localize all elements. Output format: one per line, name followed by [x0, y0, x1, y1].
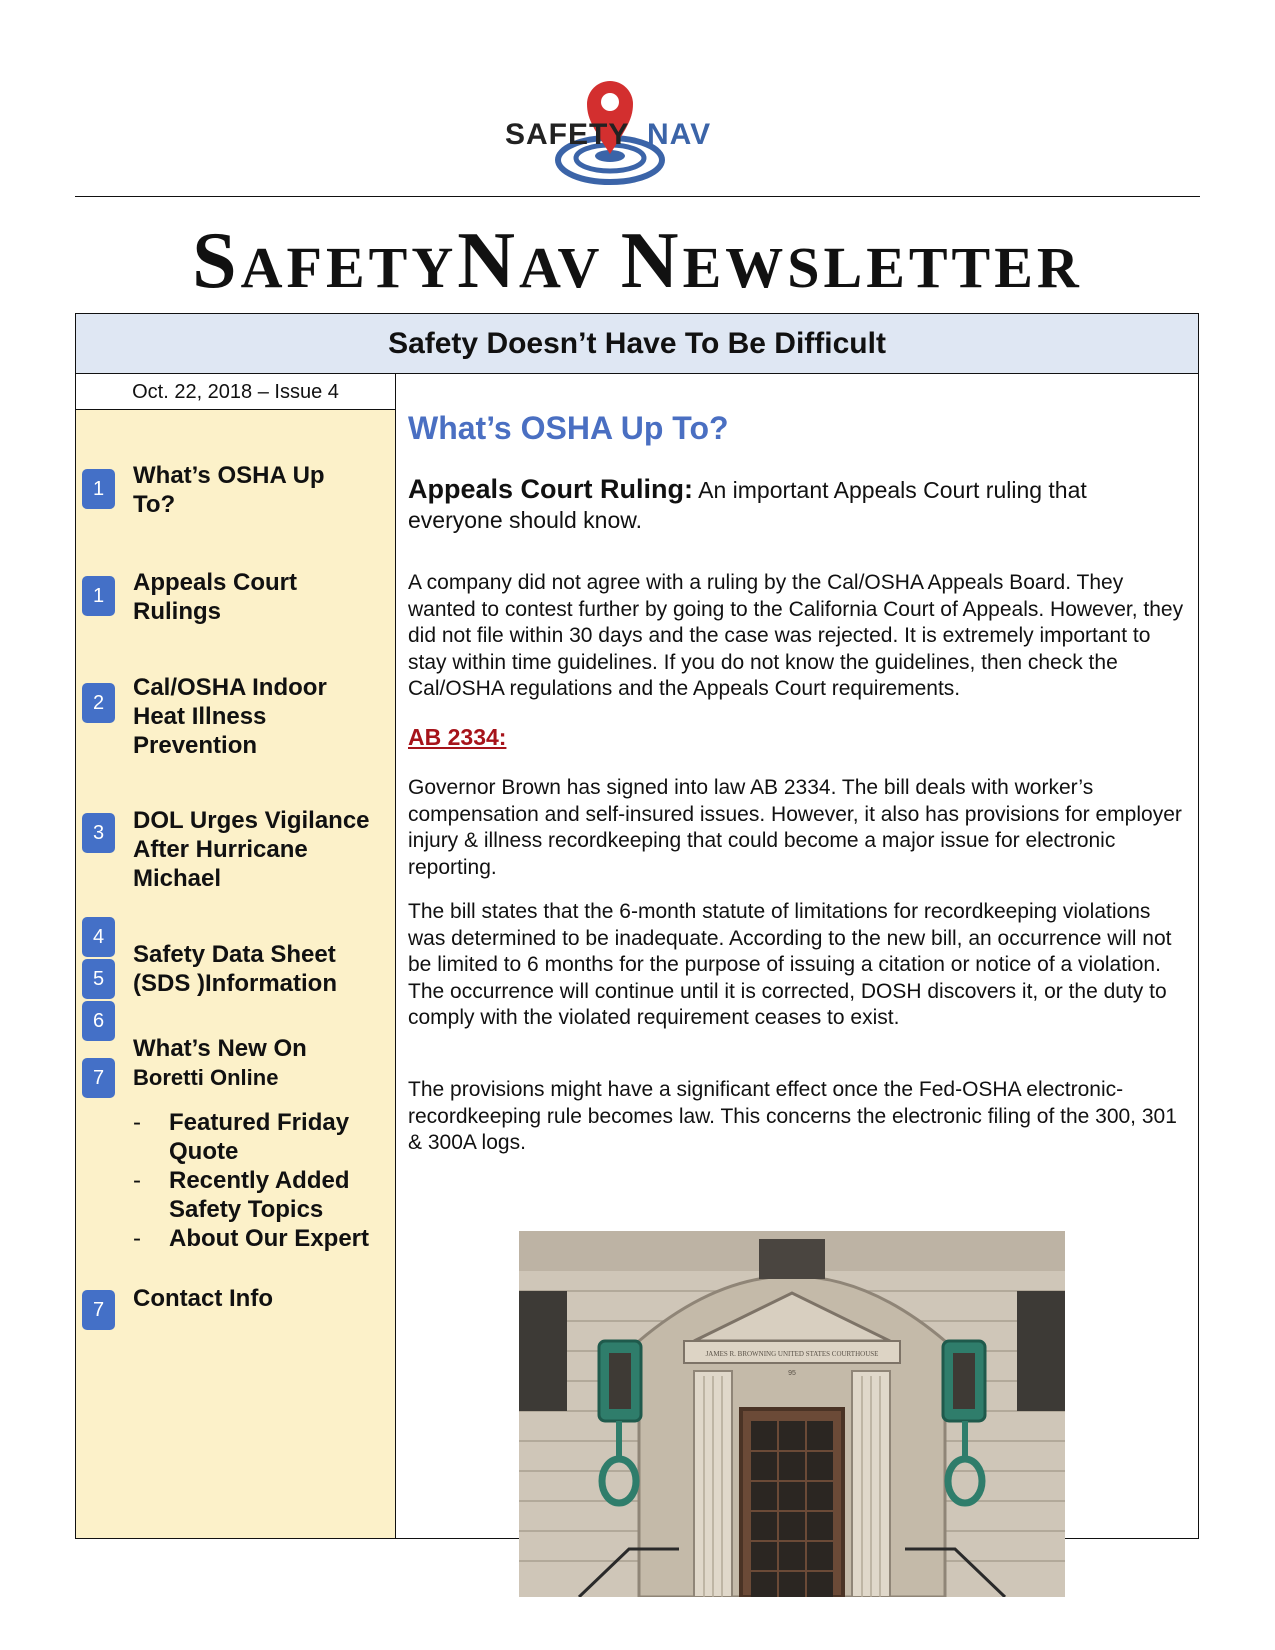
toc-line: Appeals Court [133, 569, 298, 596]
toc-item-appeals-court[interactable] [133, 568, 297, 626]
newsletter-title [75, 216, 1200, 306]
photo-window-right [1017, 1291, 1065, 1411]
title-cap-2: N [457, 217, 520, 305]
paragraph-appeals: A company did not agree with a ruling by the Cal/OSHA Appeals Board. They wanted to contest further by going to the California Court of Appeals. However, they did not file within 30 days and the case was rejected. It is extremely important to stay within time guidelines. If you do not know the guidelines, then check the Cal/OSHA regulations and the Appeals Court requirements. [408, 571, 1184, 700]
toc-page-badge: 1 [82, 576, 115, 616]
toc-line: Cal/OSHA Indoor [133, 674, 327, 701]
toc-line: Rulings [133, 598, 221, 625]
main-article [396, 374, 1198, 1538]
toc-line: Safety Topics [169, 1196, 324, 1223]
toc-item-whats-osha[interactable] [133, 461, 325, 519]
toc-line: What’s New On [133, 1035, 307, 1062]
toc-page-badge: 2 [82, 683, 115, 723]
toc-line: Prevention [133, 732, 258, 759]
list-dash: - [133, 1109, 141, 1136]
toc-line: After Hurricane [133, 836, 308, 863]
title-cap-1: S [192, 217, 241, 305]
toc-item-sds[interactable] [133, 940, 337, 998]
title-rest-3: EWSLETTER [682, 235, 1083, 300]
title-rest-1: AFETY [240, 235, 458, 300]
photo-window-left [519, 1291, 567, 1411]
toc-line: Michael [133, 865, 222, 892]
toc-item-contact-info[interactable] [133, 1284, 273, 1313]
toc-sublist [133, 1108, 369, 1253]
paragraph-statute: The bill states that the 6-month statute of limitations for recordkeeping violations was determined to be inadequate. According to the new bill, an occurrence will not be limited to 6 months for the purpose of issuing a citation or notice of a violation. The occurrence will continue until it is corrected, DOSH discovers it, or the duty to comply with the violated requirement ceases to exist. [408, 900, 1172, 1029]
toc-line: Contact Info [133, 1285, 273, 1312]
tagline: Safety Doesn’t Have To Be Difficult [76, 314, 1198, 374]
toc-line: What’s OSHA Up [133, 462, 325, 489]
toc-line: Featured Friday [169, 1109, 350, 1136]
photo-street-number: 95 [788, 1370, 796, 1377]
paragraph-provisions: The provisions might have a significant effect once the Fed-OSHA electronic-recordkeeping rule becomes law. This concerns the electronic filing of the 300, 301 & 300A logs. [408, 1078, 1177, 1154]
lead-text: An important Appeals Court ruling that everyone should know. [408, 477, 1087, 533]
toc-item-heat-illness[interactable] [133, 673, 327, 760]
courthouse-photo [519, 1231, 1065, 1597]
toc-item-dol-hurricane[interactable] [133, 806, 370, 893]
title-cap-3: N [620, 217, 683, 305]
toc-line: Safety Data Sheet [133, 941, 336, 968]
toc-line: Boretti Online [133, 1065, 279, 1090]
toc-line: (SDS )Information [133, 970, 337, 997]
list-dash: - [133, 1225, 141, 1252]
map-pin-hole [601, 93, 619, 111]
paragraph-ab2334: Governor Brown has signed into law AB 2334. The bill deals with worker’s compensation and self-insured issues. However, it also has provisions for employer injury & illness recordkeeping that could become a major issue for electronic reporting. [408, 776, 1182, 879]
toc-subitem-about-expert[interactable] [133, 1224, 369, 1253]
toc-page-badge: 6 [82, 1001, 115, 1041]
toc-item-whats-new[interactable] [133, 1034, 307, 1092]
toc-page-badge: 7 [82, 1290, 115, 1330]
logo-wordmark [505, 118, 712, 152]
ab-2334-heading: AB 2334: [408, 724, 507, 750]
section-title: What’s OSHA Up To? [408, 410, 729, 446]
safetynav-logo [495, 78, 775, 196]
photo-upper-window [759, 1239, 825, 1279]
newsletter-frame [75, 313, 1199, 1539]
photo-inscription: JAMES R. BROWNING UNITED STATES COURTHOUSE [705, 1350, 879, 1358]
lead-bold: Appeals Court Ruling: [408, 474, 693, 504]
toc-page-badge: 1 [82, 469, 115, 509]
logo-word-safety: SAFETY [505, 118, 630, 151]
toc-line: To? [133, 491, 176, 518]
toc-line: Recently Added [169, 1167, 350, 1194]
title-rest-2: AV [519, 235, 603, 300]
toc-page-badge: 5 [82, 959, 115, 999]
toc-subitem-safety-topics[interactable] [133, 1166, 369, 1224]
toc-page-badge: 7 [82, 1058, 115, 1098]
header-rule [75, 196, 1200, 197]
logo-word-nav: NAV [647, 118, 712, 151]
toc-subitem-featured-quote[interactable] [133, 1108, 369, 1166]
issue-date: Oct. 22, 2018 – Issue 4 [76, 374, 396, 410]
toc-line: Heat Illness [133, 703, 267, 730]
lead-paragraph [408, 474, 1178, 535]
table-of-contents [76, 410, 396, 1538]
list-dash: - [133, 1167, 141, 1194]
toc-line: About Our Expert [169, 1225, 370, 1252]
toc-page-badge: 4 [82, 917, 115, 957]
toc-line: DOL Urges Vigilance [133, 807, 370, 834]
toc-page-badge: 3 [82, 813, 115, 853]
toc-line: Quote [169, 1138, 239, 1165]
